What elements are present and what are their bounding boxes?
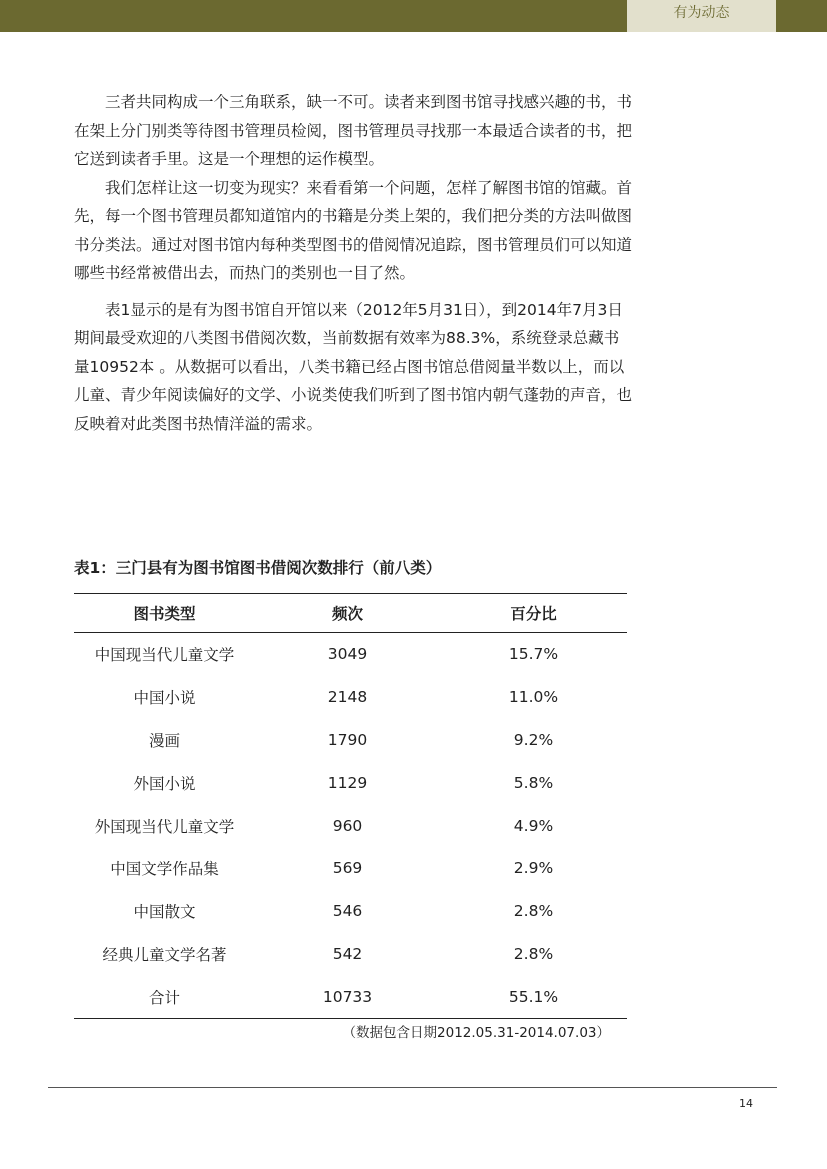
table-row bbox=[74, 719, 627, 762]
cell-count: 960 bbox=[332, 816, 363, 835]
cell-category: 中国散文 bbox=[133, 903, 196, 922]
cell-percent: 9.2% bbox=[513, 730, 554, 749]
column-header-count: 频次 bbox=[255, 594, 440, 633]
table-row bbox=[74, 676, 627, 719]
cell-percent: 55.1% bbox=[440, 975, 627, 1018]
cell-percent: 2.8% bbox=[513, 944, 554, 963]
table-row bbox=[74, 633, 627, 676]
cell-category: 合计 bbox=[74, 975, 255, 1018]
column-header-percent: 百分比 bbox=[440, 594, 627, 633]
cell-percent: 11.0% bbox=[508, 688, 559, 707]
cell-count: 542 bbox=[332, 944, 363, 963]
page-number: 14 bbox=[739, 1097, 753, 1110]
table-row bbox=[74, 933, 627, 976]
cell-percent: 15.7% bbox=[508, 645, 559, 664]
cell-count: 2148 bbox=[327, 688, 368, 707]
table-row bbox=[74, 761, 627, 804]
paragraph: 我们怎样让这一切变为现实？来看看第一个问题，怎样了解图书馆的馆藏。首先，每一个图书管理员都知道馆内的书籍是分类上架的，我们把分类的方法叫做图书分类法。通过对图书馆内每种类型图书的借阅情况追踪，图书管理员们可以知道哪些书经常被借出去，而热门的类别也一目了然。 bbox=[74, 178, 633, 282]
table-row bbox=[74, 847, 627, 890]
article-body bbox=[74, 88, 634, 438]
table-note: （数据包含日期2012.05.31-2014.07.03） bbox=[342, 1025, 610, 1041]
cell-count: 3049 bbox=[327, 645, 368, 664]
table-header-row bbox=[74, 594, 627, 633]
section-tab: 有为动态 bbox=[627, 0, 776, 32]
cell-percent: 2.8% bbox=[513, 902, 554, 921]
cell-category: 中国小说 bbox=[133, 689, 196, 708]
table-title: 表1：三门县有为图书馆图书借阅次数排行（前八类） bbox=[74, 559, 442, 577]
cell-category: 中国文学作品集 bbox=[110, 860, 219, 879]
cell-count: 1790 bbox=[327, 730, 368, 749]
paragraph: 表1显示的是有为图书馆自开馆以来（2012年5月31日），到2014年7月3日期间最受欢迎的八类图书借阅次数，当前数据有效率为88.3%，系统登录总藏书量10952本 。从数据可以看出，八类书籍已经占图书馆总借阅量半数以上，而以儿童、青少年阅读偏好的文学、小说类使我们听到了图书馆内朝气蓬勃的声音，也反映着对此类图书热情洋溢的需求。 bbox=[74, 300, 633, 433]
table-total-row bbox=[74, 975, 627, 1018]
cell-category: 外国现当代儿童文学 bbox=[94, 817, 235, 836]
cell-category: 经典儿童文学名著 bbox=[102, 945, 227, 964]
cell-percent: 2.9% bbox=[513, 859, 554, 878]
paragraph: 三者共同构成一个三角联系，缺一不可。读者来到图书馆寻找感兴趣的书，书在架上分门别类等待图书管理员检阅，图书管理员寻找那一本最适合读者的书，把它送到读者手里。这是一个理想的运作模型。 bbox=[74, 93, 633, 168]
cell-category: 漫画 bbox=[148, 731, 180, 750]
table-row bbox=[74, 890, 627, 933]
cell-count: 569 bbox=[332, 859, 363, 878]
cell-category: 外国小说 bbox=[133, 774, 196, 793]
footer-divider bbox=[48, 1087, 777, 1088]
cell-count: 10733 bbox=[255, 975, 440, 1018]
cell-count: 546 bbox=[332, 902, 363, 921]
cell-percent: 4.9% bbox=[513, 816, 554, 835]
cell-count: 1129 bbox=[327, 773, 368, 792]
cell-percent: 5.8% bbox=[513, 773, 554, 792]
cell-category: 中国现当代儿童文学 bbox=[94, 646, 235, 665]
column-header-category: 图书类型 bbox=[74, 594, 255, 633]
borrow-ranking-table bbox=[74, 593, 627, 1019]
table-row bbox=[74, 804, 627, 847]
